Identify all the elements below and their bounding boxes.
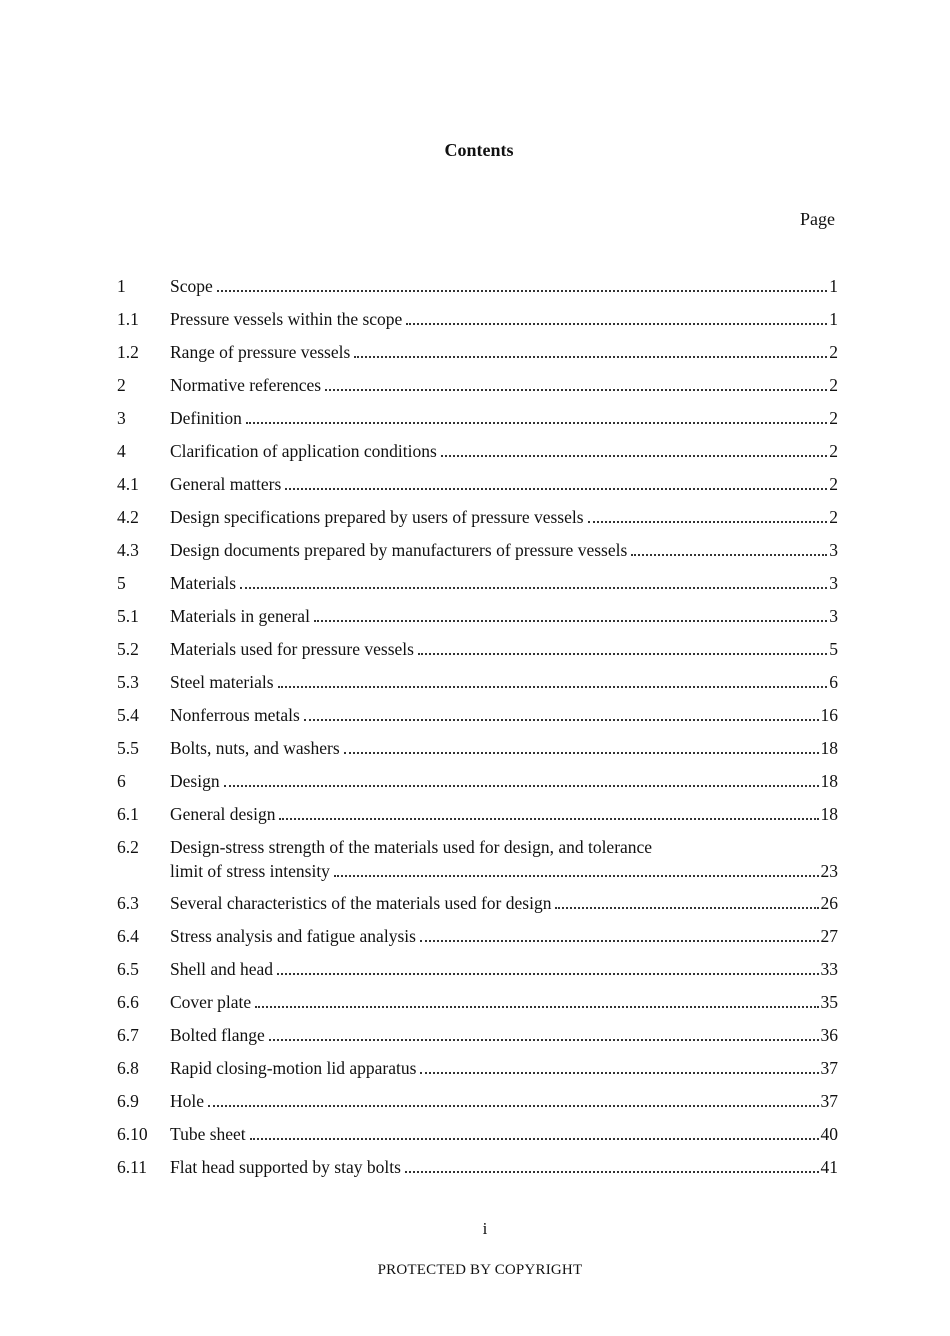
toc-entry-page: 18 — [820, 804, 838, 824]
toc-entry-title: Pressure vessels within the scope — [170, 309, 403, 329]
toc-entry-page: 2 — [829, 441, 838, 461]
toc-entry-title: Flat head supported by stay bolts — [170, 1157, 401, 1177]
toc-entry-body — [170, 802, 838, 826]
toc-entry-number: 5.1 — [117, 606, 139, 626]
toc-entry-body — [170, 274, 838, 298]
toc-entry-title: Bolts, nuts, and washers — [170, 738, 340, 758]
toc-entry — [117, 802, 838, 835]
toc-entry — [117, 736, 838, 769]
toc-entry — [117, 340, 838, 373]
dot-leader — [631, 553, 827, 556]
toc-entry-number: 1 — [117, 276, 126, 296]
toc-entry — [117, 670, 838, 703]
toc-entry-page: 18 — [820, 738, 838, 758]
toc-entry-page: 2 — [829, 375, 838, 395]
toc-entry-title: Shell and head — [170, 959, 274, 979]
toc-entry — [117, 538, 838, 571]
toc-entry-page: 2 — [829, 408, 838, 428]
page-column-header: Page — [800, 209, 835, 229]
toc-entry-number: 6.10 — [117, 1124, 148, 1144]
toc-entry-title: Design-stress strength of the materials used for design, and tolerance — [170, 837, 653, 857]
toc-entry-title: Materials used for pressure vessels — [170, 639, 414, 659]
toc-entry — [117, 406, 838, 439]
dot-leader — [269, 1038, 819, 1041]
toc-entry-page: 18 — [820, 771, 838, 791]
toc-entry-body — [170, 1056, 838, 1080]
toc-entry-body — [170, 924, 838, 948]
toc-entry-page: 35 — [820, 992, 838, 1012]
toc-entry-body — [170, 835, 838, 883]
toc-entry-page: 16 — [820, 705, 838, 725]
toc-entry-page: 40 — [820, 1124, 838, 1144]
toc-entry-title: General design — [170, 804, 276, 824]
toc-entry — [117, 571, 838, 604]
toc-entry-page: 2 — [829, 474, 838, 494]
toc-entry-number: 4.2 — [117, 507, 139, 527]
dot-leader — [555, 906, 818, 909]
toc-entry-number: 3 — [117, 408, 126, 428]
toc-entry-number: 2 — [117, 375, 126, 395]
toc-entry-page: 26 — [820, 893, 838, 913]
toc-entry-page: 5 — [829, 639, 838, 659]
toc-entry-number: 6 — [117, 771, 126, 791]
toc-entry — [117, 307, 838, 340]
toc-entry — [117, 604, 838, 637]
dot-leader — [250, 1137, 819, 1140]
toc-entry-title-continuation: limit of stress intensity — [170, 861, 330, 881]
toc-entry-body — [170, 472, 838, 496]
toc-entry — [117, 505, 838, 538]
toc-entry — [117, 472, 838, 505]
dot-leader — [217, 289, 827, 292]
toc-entry-title: Scope — [170, 276, 213, 296]
toc-entry-page: 23 — [820, 861, 838, 881]
toc-entry-title: Several characteristics of the materials used for design — [170, 893, 552, 913]
toc-entry-number: 6.7 — [117, 1025, 139, 1045]
toc-entry — [117, 637, 838, 670]
toc-entry-body — [170, 1122, 838, 1146]
page-number: i — [482, 1219, 488, 1238]
toc-entry — [117, 274, 838, 307]
toc-entry-body — [170, 1155, 838, 1179]
toc-entry-title: Rapid closing-motion lid apparatus — [170, 1058, 417, 1078]
toc-entry-title: Tube sheet — [170, 1124, 246, 1144]
toc-entry-page: 6 — [829, 672, 838, 692]
toc-entry — [117, 703, 838, 736]
toc-entry-page: 3 — [829, 573, 838, 593]
toc-entry-body — [170, 340, 838, 364]
toc-entry-number: 1.1 — [117, 309, 139, 329]
dot-leader — [277, 972, 818, 975]
toc-entry-page: 36 — [820, 1025, 838, 1045]
copyright-footer: PROTECTED BY COPYRIGHT — [377, 1262, 583, 1278]
toc-entry-page: 37 — [820, 1091, 838, 1111]
toc-entry-body — [170, 571, 838, 595]
toc-entry-title: Design — [170, 771, 220, 791]
toc-entry-number: 6.3 — [117, 893, 139, 913]
dot-leader — [285, 487, 827, 490]
toc-entry-body — [170, 538, 838, 562]
toc-entry-number: 4.3 — [117, 540, 139, 560]
toc-entry-body — [170, 670, 838, 694]
dot-leader — [334, 874, 819, 877]
dot-leader — [405, 1170, 819, 1173]
toc-entry — [117, 891, 838, 924]
toc-entry-body — [170, 957, 838, 981]
toc-entry-title: Design documents prepared by manufacturers of pressure vessels — [170, 540, 628, 560]
dot-leader — [240, 586, 827, 589]
dot-leader — [208, 1104, 818, 1107]
toc-entry-title: Nonferrous metals — [170, 705, 300, 725]
toc-entry-number: 5.3 — [117, 672, 139, 692]
toc-entry — [117, 835, 838, 891]
toc-entry-number: 6.1 — [117, 804, 139, 824]
toc-entry-title: Design specifications prepared by users of pressure vessels — [170, 507, 584, 527]
toc-entry-body — [170, 505, 838, 529]
toc-entry-page: 1 — [829, 276, 838, 296]
toc-entry-title: Steel materials — [170, 672, 274, 692]
toc-entry-title: Range of pressure vessels — [170, 342, 351, 362]
toc-entry-title: Normative references — [170, 375, 322, 395]
toc-entry-page: 41 — [820, 1157, 838, 1177]
toc-entry-body — [170, 373, 838, 397]
toc-entry-number: 6.11 — [117, 1157, 147, 1177]
dot-leader — [325, 388, 827, 391]
toc-entry-body — [170, 736, 838, 760]
toc-entry-body — [170, 990, 838, 1014]
toc-entry-page: 3 — [829, 540, 838, 560]
toc-entry — [117, 990, 838, 1023]
dot-leader — [304, 718, 819, 721]
dot-leader — [255, 1005, 818, 1008]
toc-entry-number: 5.4 — [117, 705, 139, 725]
toc-entry — [117, 769, 838, 802]
toc-entry-body — [170, 604, 838, 628]
dot-leader — [406, 322, 827, 325]
toc-entry-body — [170, 307, 838, 331]
toc-entry-page: 2 — [829, 507, 838, 527]
toc-entry-title: Materials — [170, 573, 237, 593]
page-title: Contents — [444, 140, 514, 160]
dot-leader — [418, 652, 827, 655]
toc-entry-number: 6.8 — [117, 1058, 139, 1078]
toc-entry-number: 6.6 — [117, 992, 139, 1012]
toc-entry-body — [170, 1023, 838, 1047]
dot-leader — [344, 751, 819, 754]
dot-leader — [224, 784, 819, 787]
toc-entry-number: 5.2 — [117, 639, 139, 659]
toc-entry — [117, 439, 838, 472]
dot-leader — [314, 619, 827, 622]
toc-entry-title: Clarification of application conditions — [170, 441, 437, 461]
toc-entry-body — [170, 406, 838, 430]
toc-entry-body — [170, 769, 838, 793]
toc-entry-title: Hole — [170, 1091, 205, 1111]
dot-leader — [588, 520, 828, 523]
toc-entry-page: 2 — [829, 342, 838, 362]
dot-leader — [279, 817, 818, 820]
toc-entry-number: 6.4 — [117, 926, 139, 946]
toc-entry-body — [170, 439, 838, 463]
toc-entry — [117, 1089, 838, 1122]
toc-entry-body — [170, 703, 838, 727]
dot-leader — [246, 421, 827, 424]
dot-leader — [278, 685, 828, 688]
toc-entry-page: 27 — [820, 926, 838, 946]
toc-entry-number: 6.9 — [117, 1091, 139, 1111]
toc-entry-number: 6.2 — [117, 837, 139, 857]
toc-entry — [117, 1155, 838, 1188]
toc-entry-number: 4.1 — [117, 474, 139, 494]
dot-leader — [420, 939, 819, 942]
dot-leader — [420, 1071, 818, 1074]
toc-entry-body — [170, 891, 838, 915]
toc-entry — [117, 1023, 838, 1056]
toc-entry-title: Definition — [170, 408, 242, 428]
toc-entry-number: 6.5 — [117, 959, 139, 979]
toc-entry-page: 3 — [829, 606, 838, 626]
toc-entry — [117, 957, 838, 990]
toc-entry-body — [170, 1089, 838, 1113]
dot-leader — [441, 454, 827, 457]
toc-entry-body — [170, 637, 838, 661]
toc-entry-number: 5 — [117, 573, 126, 593]
toc-entry — [117, 1122, 838, 1155]
toc-entry-page: 33 — [820, 959, 838, 979]
toc-entry-title: Cover plate — [170, 992, 252, 1012]
toc-entry-number: 5.5 — [117, 738, 139, 758]
toc-entry-page: 37 — [820, 1058, 838, 1078]
toc-entry-number: 4 — [117, 441, 126, 461]
toc-entry — [117, 924, 838, 957]
toc-entry-title: Bolted flange — [170, 1025, 265, 1045]
toc-entry-title: Stress analysis and fatigue analysis — [170, 926, 416, 946]
toc-entry-title: Materials in general — [170, 606, 310, 626]
toc-entry-title: General matters — [170, 474, 282, 494]
toc-entry-page: 1 — [829, 309, 838, 329]
table-of-contents — [117, 274, 838, 1188]
toc-entry-number: 1.2 — [117, 342, 139, 362]
toc-entry — [117, 1056, 838, 1089]
dot-leader — [354, 355, 827, 358]
toc-entry — [117, 373, 838, 406]
